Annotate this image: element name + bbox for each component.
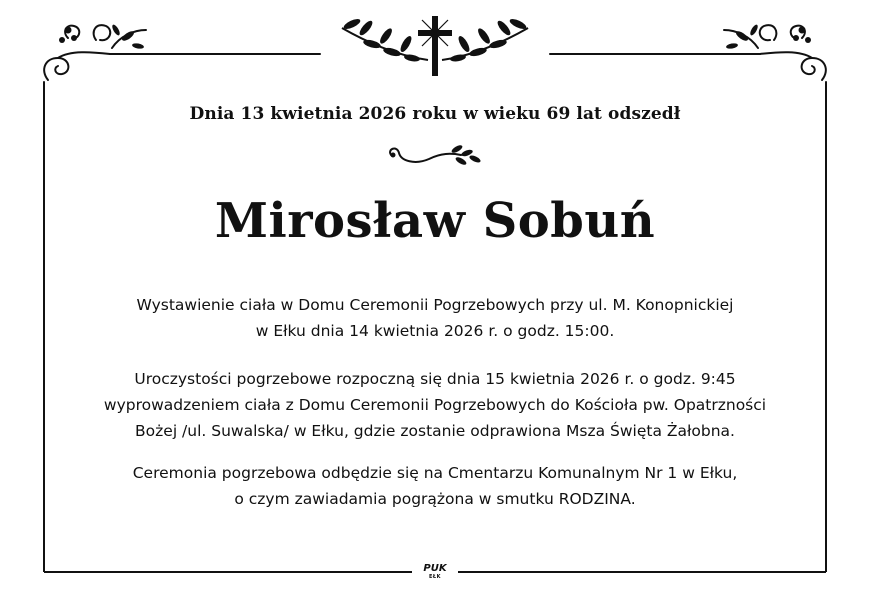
floral-swirl-left-icon	[44, 25, 320, 96]
logo-sub-text: EŁK	[428, 574, 441, 580]
paragraph-line: Uroczystości pogrzebowe rozpoczną się dnia 15 kwietnia 2026 r. o godz. 9:45	[134, 370, 736, 388]
puk-logo	[419, 564, 451, 586]
cross-with-laurel-icon	[342, 16, 528, 76]
logo-main-text: PUK	[423, 563, 447, 574]
paragraph-burial	[0, 460, 870, 512]
floral-swirl-right-icon	[550, 24, 826, 96]
paragraph-ceremony	[0, 366, 870, 444]
paragraph-viewing	[0, 292, 870, 344]
intro-line: Dnia 13 kwietnia 2026 roku w wieku 69 lat odszedł	[189, 104, 681, 124]
deceased-name: Mirosław Sobuń	[214, 193, 656, 249]
top-ornament	[0, 0, 870, 100]
paragraph-line: w Ełku dnia 14 kwietnia 2026 r. o godz. 15:00.	[255, 322, 615, 340]
paragraph-line: Ceremonia pogrzebowa odbędzie się na Cmentarzu Komunalnym Nr 1 w Ełku,	[132, 464, 738, 482]
paragraph-line: wyprowadzeniem ciała z Domu Ceremonii Pogrzebowych do Kościoła pw. Opatrzności	[103, 396, 767, 414]
paragraph-line: Wystawienie ciała w Domu Ceremonii Pogrzebowych przy ul. M. Konopnickiej	[136, 296, 734, 314]
paragraph-line: Bożej /ul. Suwalska/ w Ełku, gdzie zostanie odprawiona Msza Święta Żałobna.	[135, 422, 735, 440]
paragraph-line: o czym zawiadamia pogrążona w smutku RODZINA.	[234, 490, 636, 508]
leaf-swirl-divider-icon	[385, 143, 485, 169]
